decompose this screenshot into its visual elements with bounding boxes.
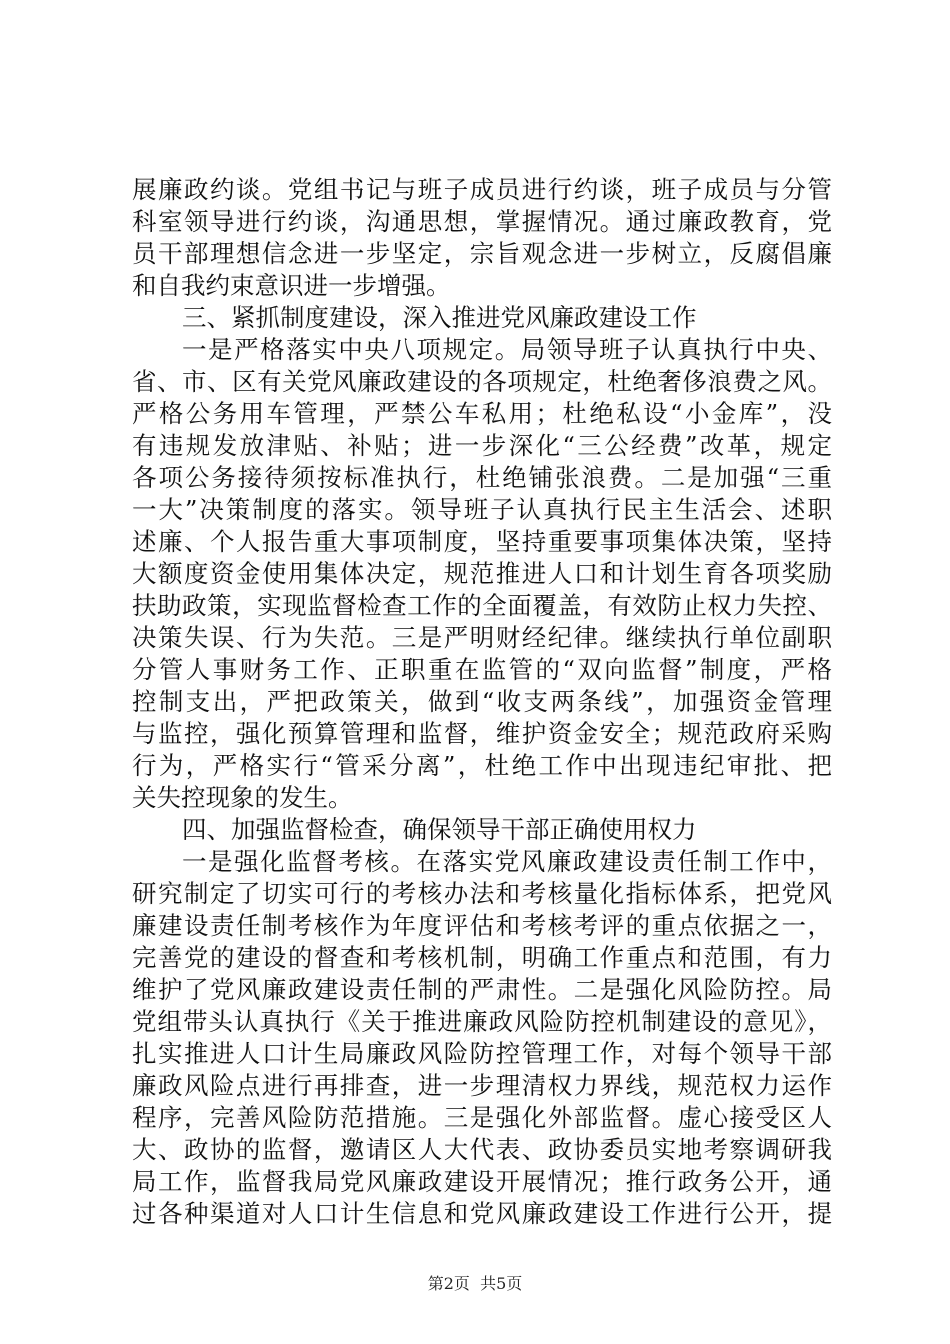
text-line: 完善党的建设的督查和考核机制，明确工作重点和范围，有力 [132,943,832,972]
text-line: 分管人事财务工作、正职重在监管的“双向监督”制度，严格 [132,655,832,684]
text-line: 展廉政约谈。党组书记与班子成员进行约谈，班子成员与分管 [132,175,832,204]
text-line: 扶助政策，实现监督检查工作的全面覆盖，有效防止权力失控、 [132,591,832,620]
text-line: 局工作，监督我局党风廉政建设开展情况；推行政务公开，通 [132,1167,832,1196]
text-line: 大、政协的监督，邀请区人大代表、政协委员实地考察调研我 [132,1135,832,1164]
text-line: 控制支出，严把政策关，做到“收支两条线”，加强资金管理 [132,687,832,716]
text-line: 廉政风险点进行再排查，进一步理清权力界线，规范权力运作 [132,1071,832,1100]
section-heading: 三、紧抓制度建设，深入推进党风廉政建设工作 [182,303,697,332]
text-line: 决策失误、行为失范。三是严明财经纪律。继续执行单位副职 [132,623,832,652]
text-line: 有违规发放津贴、补贴；进一步深化“三公经费”改革，规定 [132,431,832,460]
text-line: 一大”决策制度的落实。领导班子认真执行民主生活会、述职 [132,495,832,524]
document-body [132,174,832,1230]
text-line: 各项公务接待须按标准执行，杜绝铺张浪费。二是加强“三重 [132,463,832,492]
text-line: 与监控，强化预算管理和监督，维护资金安全；规范政府采购 [132,719,832,748]
text-line: 员干部理想信念进一步坚定，宗旨观念进一步树立，反腐倡廉 [132,239,832,268]
text-line: 和自我约束意识进一步增强。 [132,271,451,300]
text-line: 党组带头认真执行《关于推进廉政风险防控机制建设的意见》， [132,1007,832,1036]
text-line: 扎实推进人口计生局廉政风险防控管理工作，对每个领导干部 [132,1039,832,1068]
text-line: 维护了党风廉政建设责任制的严肃性。二是强化风险防控。局 [132,975,832,1004]
text-line: 一是严格落实中央八项规定。局领导班子认真执行中央、 [182,335,832,364]
section-heading: 四、加强监督检查，确保领导干部正确使用权力 [182,815,697,844]
text-line: 研究制定了切实可行的考核办法和考核量化指标体系，把党风 [132,879,832,908]
page-footer: 第2页 共5页 [427,1274,523,1293]
text-line: 过各种渠道对人口计生信息和党风廉政建设工作进行公开，提 [132,1199,832,1228]
text-line: 大额度资金使用集体决定，规范推进人口和计划生育各项奖励 [132,559,832,588]
text-line: 严格公务用车管理，严禁公车私用；杜绝私设“小金库”，没 [132,399,832,428]
text-line: 省、市、区有关党风廉政建设的各项规定，杜绝奢侈浪费之风。 [132,367,832,396]
text-line: 一是强化监督考核。在落实党风廉政建设责任制工作中， [182,847,832,876]
text-line: 科室领导进行约谈，沟通思想，掌握情况。通过廉政教育，党 [132,207,832,236]
text-line: 关失控现象的发生。 [132,783,353,812]
text-line: 述廉、个人报告重大事项制度，坚持重要事项集体决策，坚持 [132,527,832,556]
text-line: 廉建设责任制考核作为年度评估和考核考评的重点依据之一， [132,911,832,940]
text-line: 程序，完善风险防范措施。三是强化外部监督。虚心接受区人 [132,1103,832,1132]
text-line: 行为，严格实行“管采分离”，杜绝工作中出现违纪审批、把 [132,751,832,780]
